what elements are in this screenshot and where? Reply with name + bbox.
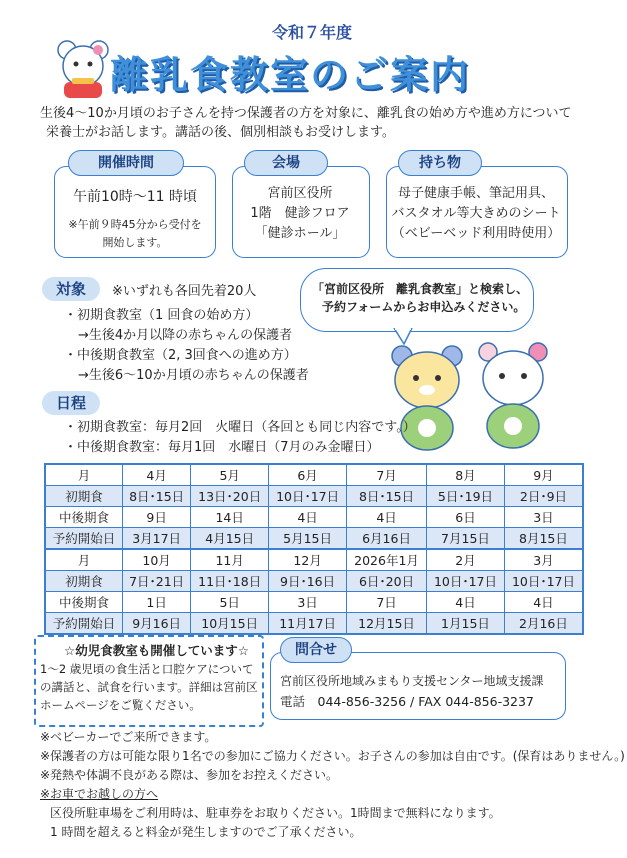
target-line: →生後4か月以降の赤ちゃんの保護者 (78, 328, 293, 343)
table-row-header: 月 (45, 549, 123, 571)
table-cell: 9日 (123, 507, 191, 528)
toddler-line: 1～2 歳児頃の食生活と口腔ケアについて (40, 662, 254, 676)
toddler-line: ホームページをご覧ください。 (40, 698, 201, 712)
items-line: （ベビーベッド利用時使用） (391, 226, 561, 241)
table-cell: 6月 (269, 464, 347, 486)
venue-label: 会場 (244, 150, 328, 176)
table-cell: 14日 (191, 507, 269, 528)
time-note-line: ※午前９時45分から受付を (68, 218, 202, 231)
venue-text (232, 184, 368, 244)
table-cell: 8月 (427, 464, 505, 486)
note-line: ※お車でお越しの方へ (40, 787, 159, 801)
table-cell: 1月15日 (427, 613, 505, 635)
intro-text (40, 104, 600, 142)
table-cell: 7日･21日 (123, 571, 191, 592)
year-label: 令和７年度 (272, 23, 353, 42)
table-row-header: 予約開始日 (45, 528, 123, 550)
table-cell: 11月 (191, 549, 269, 571)
table-cell: 9日･16日 (269, 571, 347, 592)
table-cell: 13日･20日 (191, 486, 269, 507)
table-cell: 3月17日 (123, 528, 191, 550)
table-row-header: 月 (45, 464, 123, 486)
table-cell: 3日 (269, 592, 347, 613)
contact-org: 宮前区役所地域みまもり支援センター地域支援課 (280, 674, 544, 688)
table-cell: 7月 (347, 464, 427, 486)
bubble-line: 「宮前区役所 離乳食教室」と検索し、 (312, 282, 529, 296)
table-cell: 6月16日 (347, 528, 427, 550)
table-cell: 2月 (427, 549, 505, 571)
items-line: 母子健康手帳、筆記用具、 (397, 186, 554, 201)
table-cell: 5日 (191, 592, 269, 613)
target-line: ・初期食教室（1 回食の始め方） (64, 308, 259, 323)
time-note-line: 開始します。 (102, 236, 168, 249)
table-row-header: 初期食 (45, 486, 123, 507)
venue-line: 宮前区役所 (267, 186, 333, 201)
table-cell: 4月 (123, 464, 191, 486)
table-cell: 1日 (123, 592, 191, 613)
table-cell: 8日･15日 (123, 486, 191, 507)
schedule-label: 日程 (42, 391, 100, 415)
table-cell: 10日･17日 (427, 571, 505, 592)
table-row (45, 613, 583, 635)
table-cell: 4日 (269, 507, 347, 528)
note-line: ※発熱や体調不良がある際は、参加をお控えください。 (40, 768, 339, 782)
table-cell: 11月17日 (269, 613, 347, 635)
notes (40, 728, 625, 842)
table-cell: 12月15日 (347, 613, 427, 635)
page-title: 離乳食教室のご案内 (110, 53, 471, 97)
table-cell: 9月16日 (123, 613, 191, 635)
table-cell: 6日･20日 (347, 571, 427, 592)
bubble-text (312, 280, 528, 316)
table-cell: 4日 (347, 507, 427, 528)
contact-phone: 電話 044-856-3256 / FAX 044-856-3237 (280, 694, 534, 709)
note-line: ※保護者の方は可能な限り1名での参加にご協力ください。お子さんの参加は自由です。(保育はありません。) (40, 749, 625, 763)
table-cell: 10日･17日 (504, 571, 583, 592)
venue-line: 1階 健診フロア (250, 206, 350, 221)
table-cell: 2026年1月 (347, 549, 427, 571)
table-row (45, 486, 583, 507)
bubble-line: 予約フォームからお申込みください。 (322, 300, 526, 314)
table-cell: 9月 (504, 464, 583, 486)
target-label: 対象 (42, 277, 100, 301)
table-row (45, 528, 583, 550)
table-cell: 5月 (191, 464, 269, 486)
table-cell: 2月16日 (504, 613, 583, 635)
table-row (45, 549, 583, 571)
table-row (45, 592, 583, 613)
venue-line: 「健診ホール」 (254, 226, 346, 241)
table-cell: 3日 (504, 507, 583, 528)
time-main: 午前10時～11 時頃 (72, 189, 198, 205)
schedule-text (64, 418, 416, 458)
toddler-line: の講話と、試食を行います。詳細は宮前区 (40, 680, 258, 694)
mascot-rabbit-icon (52, 38, 114, 102)
table-cell: 8日･15日 (347, 486, 427, 507)
table-cell: 5日･19日 (427, 486, 505, 507)
table-cell: 12月 (269, 549, 347, 571)
items-line: バスタオル等大きめのシート (391, 206, 561, 221)
note-line: ※ベビーカーでご来所できます。 (40, 730, 217, 744)
table-cell: 5月15日 (269, 528, 347, 550)
table-row-header: 中後期食 (45, 507, 123, 528)
table-row (45, 571, 583, 592)
schedule-line: ・中後期食教室：毎月1回 水曜日（7月のみ金曜日） (64, 440, 380, 455)
table-row (45, 507, 583, 528)
table-row (45, 464, 583, 486)
table-cell: 2日･9日 (504, 486, 583, 507)
target-note: ※いずれも各回先着20人 (112, 284, 257, 299)
schedule-line: ・初期食教室：毎月2回 火曜日（各回とも同じ内容です。） (64, 420, 416, 435)
time-note (54, 216, 216, 252)
time-label: 開催時間 (68, 150, 184, 176)
table-cell: 6日 (427, 507, 505, 528)
table-row-header: 初期食 (45, 571, 123, 592)
table-cell: 11日･18日 (191, 571, 269, 592)
table-cell: 10月15日 (191, 613, 269, 635)
toddler-text (40, 660, 258, 714)
items-label: 持ち物 (398, 150, 482, 176)
table-cell: 4月15日 (191, 528, 269, 550)
schedule-table (44, 463, 584, 635)
contact-label: 問合せ (280, 637, 352, 663)
target-list (64, 306, 309, 386)
target-line: ・中後期食教室（2, 3回食への進め方） (64, 348, 297, 363)
table-cell: 10月 (123, 549, 191, 571)
table-cell: 8月15日 (504, 528, 583, 550)
table-row-header: 中後期食 (45, 592, 123, 613)
note-line: 1 時間を超えると料金が発生しますのでご了承ください。 (50, 825, 362, 839)
intro-line: 生後4～10か月頃のお子さんを持つ保護者の方を対象に、離乳食の始め方や進め方について (40, 106, 572, 121)
intro-line: 栄養士がお話します。講話の後、個別相談もお受けします。 (46, 125, 395, 140)
table-cell: 4日 (504, 592, 583, 613)
table-cell: 7日 (347, 592, 427, 613)
table-cell: 10日･17日 (269, 486, 347, 507)
target-line: →生後6～10か月頃の赤ちゃんの保護者 (78, 368, 309, 383)
table-row-header: 予約開始日 (45, 613, 123, 635)
table-cell: 7月15日 (427, 528, 505, 550)
toddler-title: ☆幼児食教室も開催しています☆ (64, 643, 249, 658)
note-line: 区役所駐車場をご利用時は、駐車券をお取りください。1時間まで無料になります。 (50, 806, 501, 820)
items-text (386, 184, 566, 244)
table-cell: 3月 (504, 549, 583, 571)
table-cell: 4日 (427, 592, 505, 613)
